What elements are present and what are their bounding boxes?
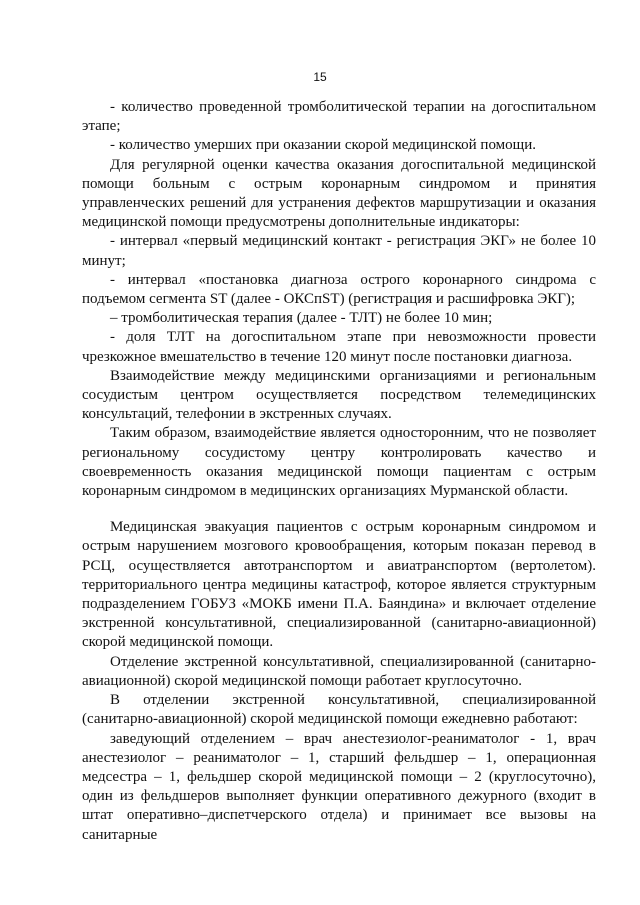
paragraph-tlt-share: - доля ТЛТ на догоспитальном этапе при невозможности провести чрезкожное вмешательство в течение 120 минут после постановки диагноза. [82, 329, 596, 365]
paragraph-indicators-intro: Для регулярной оценки качества оказания догоспитальной медицинской помощи больным с острым коронарным синдромом и принятия управленческих решений для устранения дефектов маршрутизации и оказания медицинской помощи предусмотрены дополнительные индикаторы: [82, 156, 596, 231]
paragraph-thrombolysis-count: - количество проведенной тромболитической терапии на догоспитальном этапе; [82, 99, 596, 135]
paragraph-tlt-time: – тромболитическая терапия (далее - ТЛТ) не более 10 мин; [110, 310, 493, 327]
paragraph-staff-list: заведующий отделением – врач анестезиолог-реаниматолог - 1, врач анестезиолог – реаниматолог – 1, старший фельдшер – 1, операционная медсестра – 1, фельдшер скорой медицинской помощи – 2 (круглосуточно), один из фельдшеров выполняет функции оперативного дежурного (входит в штат оперативно–диспетчерского отдела) и принимает все вызовы на санитарные [82, 730, 596, 843]
paragraph-deaths-count: - количество умерших при оказании скорой медицинской помощи. [110, 137, 536, 154]
page-number: 15 [313, 70, 327, 84]
paragraph-interaction: Взаимодействие между медицинскими организациями и региональным сосудистым центром осуществляется посредством телемедицинских консультаций, телефонии в экстренных случаях. [82, 367, 596, 423]
paragraph-ecg-interval: - интервал «первый медицинский контакт - регистрация ЭКГ» не более 10 минут; [82, 233, 596, 269]
paragraph-conclusion: Таким образом, взаимодействие является односторонним, что не позволяет региональному сосудистому центру контролировать качество и своевременность оказания медицинской помощи пациентам с острым коронарным синдромом в медицинских организациях Мурманской области. [82, 425, 596, 500]
paragraph-daily-staff-intro: В отделении экстренной консультативной, специализированной (санитарно-авиационной) скорой медицинской помощи ежедневно работают: [82, 692, 596, 728]
paragraph-department-hours: Отделение экстренной консультативной, специализированной (санитарно-авиационной) скорой медицинской помощи работает круглосуточно. [82, 653, 596, 689]
paragraph-diagnosis-interval: - интервал «постановка диагноза острого коронарного синдрома с подъемом сегмента ST (далее - ОКСпST) (регистрация и расшифровка ЭКГ); [82, 271, 596, 308]
paragraph-evacuation: Медицинская эвакуация пациентов с острым коронарным синдромом и острым нарушением мозгового кровообращения, которым показан перевод в РСЦ, осуществляется автотранспортом и авиатранспортом (вертолетом). территориального центра медицины катастроф, которое является структурным подразделением ГОБУЗ «МОКБ имени П.А. Баяндина» и включает отделение экстренной консультативной, специализированной (санитарно-авиационной) скорой медицинской помощи. [82, 519, 596, 651]
document-body [82, 98, 596, 845]
